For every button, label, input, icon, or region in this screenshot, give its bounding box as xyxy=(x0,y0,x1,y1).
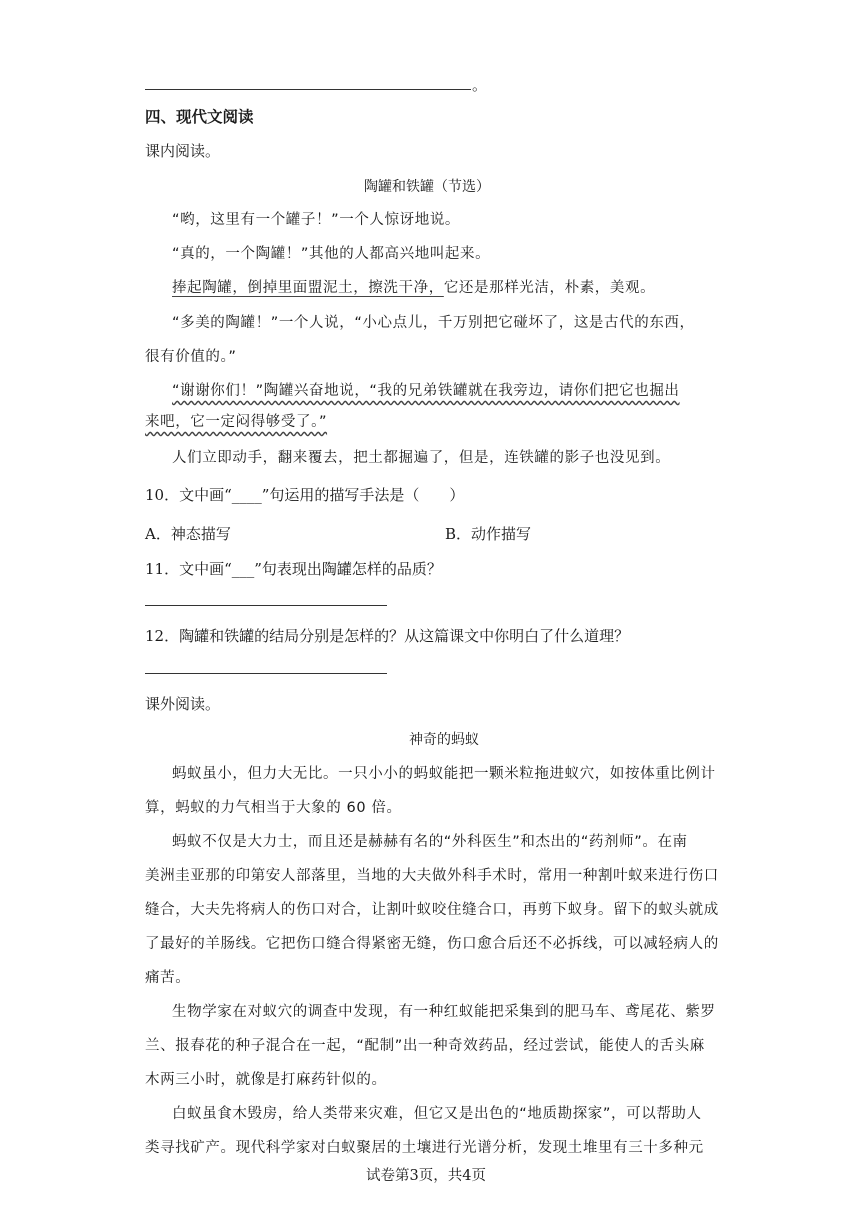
passage2-line: 蚂蚁不仅是大力士，而且还是赫赫有名的“外科医生”和杰出的“药剂师”。在南 xyxy=(172,834,688,850)
passage1-paragraph-1: “哟，这里有一个罐子！”一个人惊讶地说。 xyxy=(172,212,461,228)
passage2-line: 算，蚂蚁的力气相当于大象的 60 倍。 xyxy=(145,800,402,816)
passage1-paragraph-3 xyxy=(172,276,655,297)
passage1-paragraph-6: 人们立即动手，翻来覆去，把土都掘遍了，但是，连铁罐的影子也没见到。 xyxy=(172,450,671,466)
wavy-underlined-sentence-line2: 来吧，它一定闷得够受了。” xyxy=(145,414,328,430)
question-10: 10．文中画“____”句运用的描写手法是（ ） xyxy=(145,486,465,504)
question-11: 11．文中画“___”句表现出陶罐怎样的品质？ xyxy=(145,560,442,578)
page-footer: 试卷第3页，共4页 xyxy=(366,1168,486,1184)
passage2-line: 了最好的羊肠线。它把伤口缝合得紧密无缝，伤口愈合后还不必拆线，可以减轻病人的 xyxy=(145,936,719,952)
wavy-underlined-sentence-line1: “谢谢你们！”陶罐兴奋地说，“我的兄弟铁罐就在我旁边，请你们把它也掘出 xyxy=(172,383,680,399)
passage1-paragraph-4-line1: “多美的陶罐！”一个人说，“小心点儿，千万别把它碰坏了，这是古代的东西， xyxy=(172,315,695,331)
q11-answer-line[interactable] xyxy=(145,605,387,606)
answer-line-end-mark: 。 xyxy=(472,76,488,94)
out-class-reading-label: 课外阅读。 xyxy=(145,695,221,713)
question-12: 12．陶罐和铁罐的结局分别是怎样的？从这篇课文中你明白了什么道理？ xyxy=(145,627,630,645)
passage1-paragraph-2: “真的，一个陶罐！”其他的人都高兴地叫起来。 xyxy=(172,246,491,262)
passage2-line: 类寻找矿产。现代科学家对白蚁聚居的土壤进行光谱分析，发现土堆里有三十多种元 xyxy=(145,1140,704,1156)
passage2-line: 白蚁虽食木毁房，给人类带来灾难，但它又是出色的“地质勘探家”，可以帮助人 xyxy=(172,1106,702,1122)
q12-answer-line[interactable] xyxy=(145,673,387,674)
passage2-line: 缝合，大夫先将病人的伤口对合，让割叶蚁咬住缝合口，再剪下蚁身。留下的蚁头就成 xyxy=(145,902,719,918)
section-heading: 四、现代文阅读 xyxy=(145,107,254,126)
passage2-line: 蚂蚁虽小，但力大无比。一只小小的蚂蚁能把一颗米粒拖进蚁穴，如按体重比例计 xyxy=(172,766,716,782)
in-class-reading-label: 课内阅读。 xyxy=(145,142,221,160)
passage2-title: 神奇的蚂蚁 xyxy=(409,732,479,748)
q10-option-a[interactable]: A．神态描写 xyxy=(145,525,231,543)
q10-option-b[interactable]: B．动作描写 xyxy=(445,525,532,543)
passage2-line: 痛苦。 xyxy=(145,970,191,986)
passage2-line: 兰、报春花的种子混合在一起，“配制”出一种奇效药品，经过尝试，能使人的舌头麻 xyxy=(145,1038,705,1054)
passage2-line: 生物学家在对蚁穴的调查中发现，有一种红蚁能把采集到的肥马车、鸢尾花、紫罗 xyxy=(172,1004,716,1020)
plain-underlined-sentence: 捧起陶罐，倒掉里面盟泥土，擦洗干净， xyxy=(172,280,444,296)
answer-line-previous[interactable] xyxy=(145,89,471,90)
paragraph-3-rest: 它还是那样光洁，朴素，美观。 xyxy=(443,280,656,296)
passage2-line: 美洲圭亚那的印第安人部落里，当地的大夫做外科手术时，常用一种割叶蚁来进行伤口 xyxy=(145,868,719,884)
passage2-line: 木两三小时，就像是打麻药针似的。 xyxy=(145,1072,387,1088)
passage1-paragraph-4-line2: 很有价值的。” xyxy=(145,349,237,365)
passage1-title: 陶罐和铁罐（节选） xyxy=(364,179,490,195)
